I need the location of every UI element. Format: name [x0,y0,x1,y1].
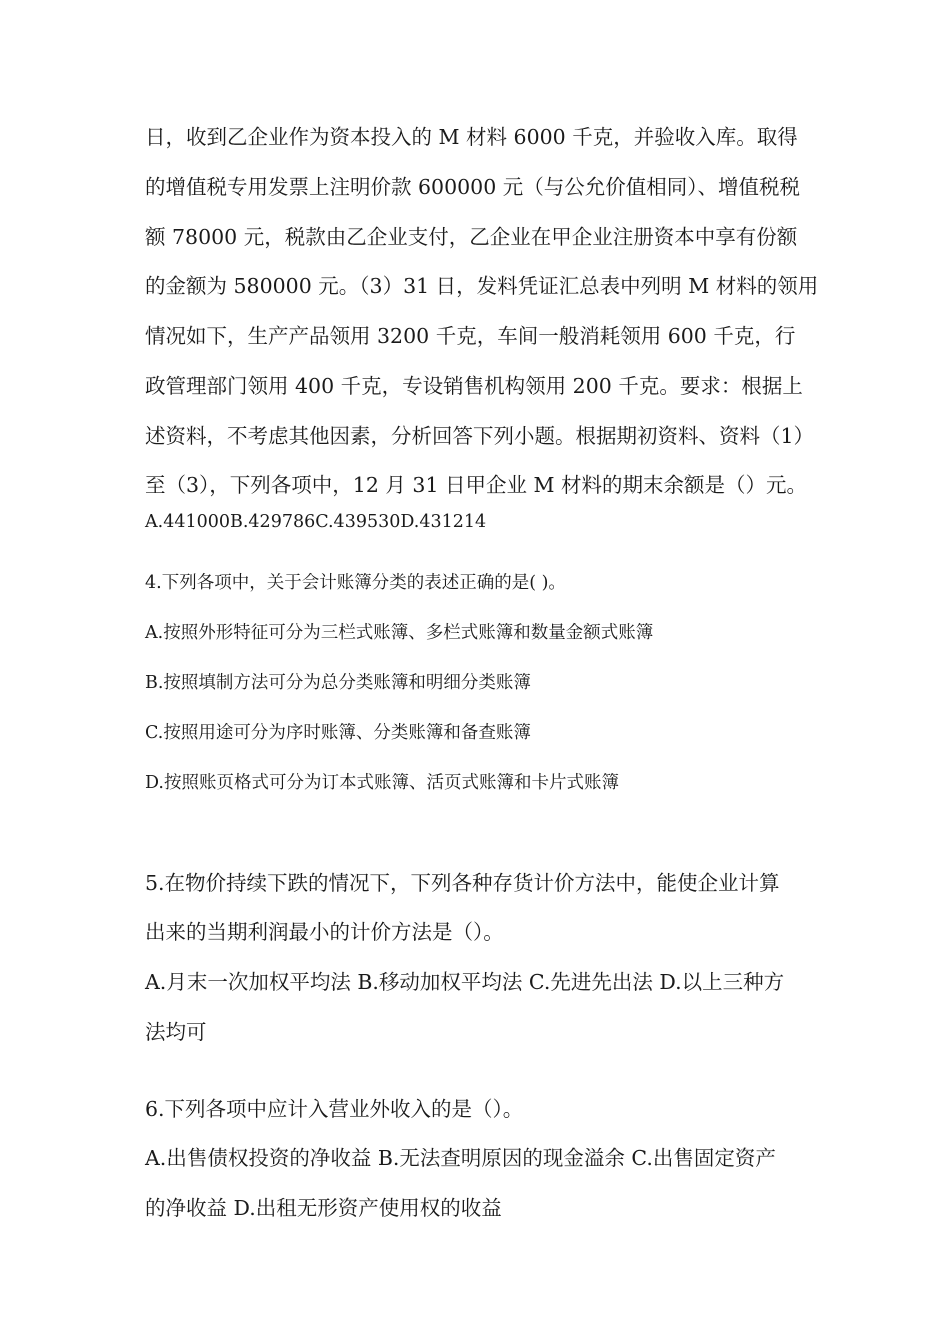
q5-options-line-2: 法均可 [145,1020,207,1044]
q3-options: A.441000B.429786C.439530D.431214 [145,512,487,532]
q6-stem: 6.下列各项中应计入营业外收入的是（）。 [145,1097,524,1121]
q5-options-line-1: A.月末一次加权平均法 B.移动加权平均法 C.先进先出法 D.以上三种方 [145,970,785,994]
q3-line-2: 的增值税专用发票上注明价款 600000 元（与公允价值相同）、增值税税 [145,175,801,199]
q3-line-3: 额 78000 元，税款由乙企业支付，乙企业在甲企业注册资本中享有份额 [145,225,798,249]
q4-option-a: A.按照外形特征可分为三栏式账簿、多栏式账簿和数量金额式账簿 [145,623,654,643]
q6-options-line-2: 的净收益 D.出租无形资产使用权的收益 [145,1196,502,1220]
q4-option-b: B.按照填制方法可分为总分类账簿和明细分类账簿 [145,673,531,693]
q3-line-4: 的金额为 580000 元。（3）31 日，发料凭证汇总表中列明 M 材料的领用 [145,274,819,298]
q3-line-1: 日，收到乙企业作为资本投入的 M 材料 6000 千克，并验收入库。取得 [145,125,798,149]
q3-line-5: 情况如下，生产产品领用 3200 千克，车间一般消耗领用 600 千克，行 [145,324,796,348]
q5-stem-line-1: 5.在物价持续下跌的情况下，下列各种存货计价方法中，能使企业计算 [145,871,780,895]
q3-line-6: 政管理部门领用 400 千克，专设销售机构领用 200 千克。要求：根据上 [145,374,803,398]
q3-line-8: 至（3），下列各项中，12 月 31 日甲企业 M 材料的期末余额是（）元。 [145,473,808,497]
q6-options-line-1: A.出售债权投资的净收益 B.无法查明原因的现金溢余 C.出售固定资产 [145,1146,776,1170]
q3-line-7: 述资料，不考虑其他因素，分析回答下列小题。根据期初资料、资料（1） [145,424,815,448]
q4-option-c: C.按照用途可分为序时账簿、分类账簿和备查账簿 [145,723,531,743]
q4-stem: 4.下列各项中，关于会计账簿分类的表述正确的是( )。 [145,573,566,593]
q4-option-d: D.按照账页格式可分为订本式账簿、活页式账簿和卡片式账簿 [145,773,619,793]
q5-stem-line-2: 出来的当期利润最小的计价方法是（）。 [145,920,504,944]
